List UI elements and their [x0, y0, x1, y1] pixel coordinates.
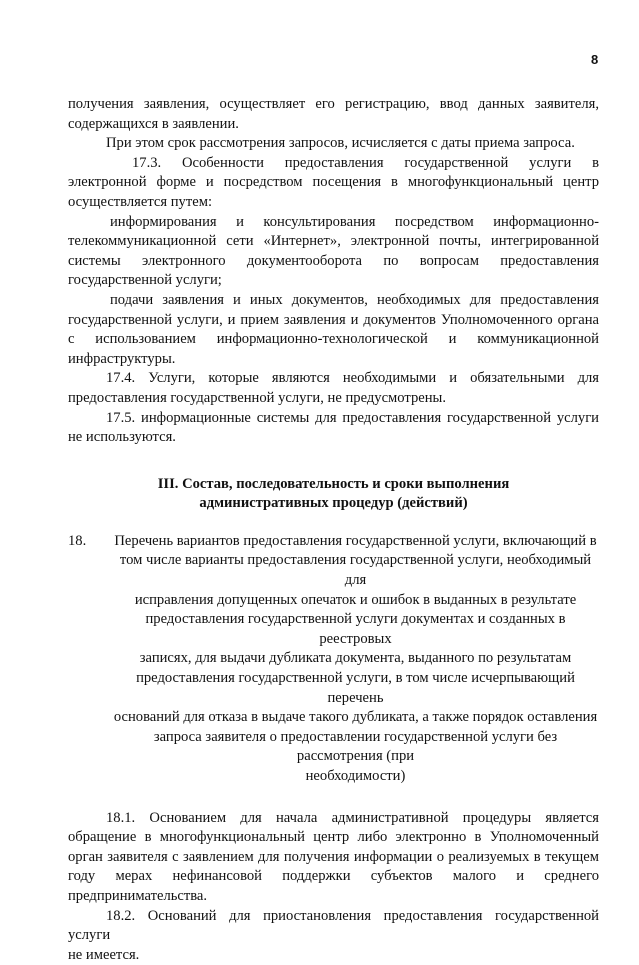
text-line: году мерах нефинансовой поддержки субъектов малого и среднего — [68, 868, 599, 885]
document-body — [68, 95, 599, 965]
text-line: предоставления государственной услуги, не предусмотрены. — [68, 389, 446, 406]
text-line: не имеется. — [68, 946, 140, 963]
text-line: 18.1. Основанием для начала административной процедуры является — [106, 809, 599, 826]
text-line: записях, для выдачи дубликата документа, выданного по результатам — [139, 650, 572, 667]
text-line: 17.4. Услуги, которые являются необходимыми и обязательными для — [106, 370, 599, 387]
text-line: том числе варианты предоставления государственной услуги, необходимый для — [119, 552, 592, 589]
text-line: с использованием информационно-технологической и коммуникационной — [68, 331, 599, 348]
text-line: При этом срок рассмотрения запросов, исчисляется с даты приема запроса. — [106, 135, 575, 152]
text-line: подачи заявления и иных документов, необходимых для предоставления — [110, 291, 599, 308]
text-line: 17.3. Особенности предоставления государственной услуги в — [132, 154, 599, 171]
text-line: 18.2. Оснований для приостановления предоставления государственной услуги — [68, 907, 599, 944]
text-line: обращение в многофункциональный центр либо электронно в Уполномоченный — [68, 829, 599, 846]
text-line: государственной услуги, и прием заявления и документов Уполномоченного органа — [68, 311, 599, 328]
text-line: предпринимательства. — [68, 887, 208, 904]
text-line: государственной услуги; — [68, 272, 222, 289]
text-line: 17.5. информационные системы для предоставления государственной услуги — [106, 409, 599, 426]
text-line: содержащихся в заявлении. — [68, 115, 239, 132]
section-heading — [68, 475, 599, 514]
text-line: получения заявления, осуществляет его регистрацию, ввод данных заявителя, — [68, 96, 599, 112]
text-line: системы электронного документооборота по вопросам предоставления — [68, 252, 599, 269]
item-number: 18. — [68, 532, 87, 549]
text-line: инфраструктуры. — [68, 350, 176, 367]
item-18 — [68, 532, 599, 787]
page-number: 8 — [591, 52, 599, 67]
text-line: информирования и консультирования посредством информационно- — [110, 213, 599, 230]
text-line: оснований для отказа в выдаче такого дубликата, а также порядок оставления — [113, 709, 598, 726]
text-line: орган заявителя с заявлением для получения информации о реализуемых в текущем — [68, 848, 599, 865]
heading-line: III. Состав, последовательность и сроки выполнения — [157, 475, 510, 492]
text-line: электронной форме и посредством посещения в многофункциональный центр — [68, 174, 599, 191]
heading-line: административных процедур (действий) — [199, 495, 468, 512]
text-line: предоставления государственной услуги, в том числе исчерпывающий перечень — [136, 670, 575, 706]
text-line: Перечень вариантов предоставления государственной услуги, включающий в — [114, 532, 597, 549]
text-line: необходимости) — [305, 768, 406, 784]
text-line: осуществляется путем: — [68, 193, 212, 210]
text-line: телекоммуникационной сети «Интернет», электронной почты, интегрированной — [68, 233, 599, 250]
text-line: предоставления государственной услуги документах и созданных в реестровых — [145, 611, 566, 647]
text-line: исправления допущенных опечаток и ошибок в выданных в результате — [134, 591, 577, 608]
text-line: запроса заявителя о предоставлении государственной услуги без рассмотрения (при — [153, 728, 558, 765]
text-line: не используются. — [68, 429, 176, 446]
